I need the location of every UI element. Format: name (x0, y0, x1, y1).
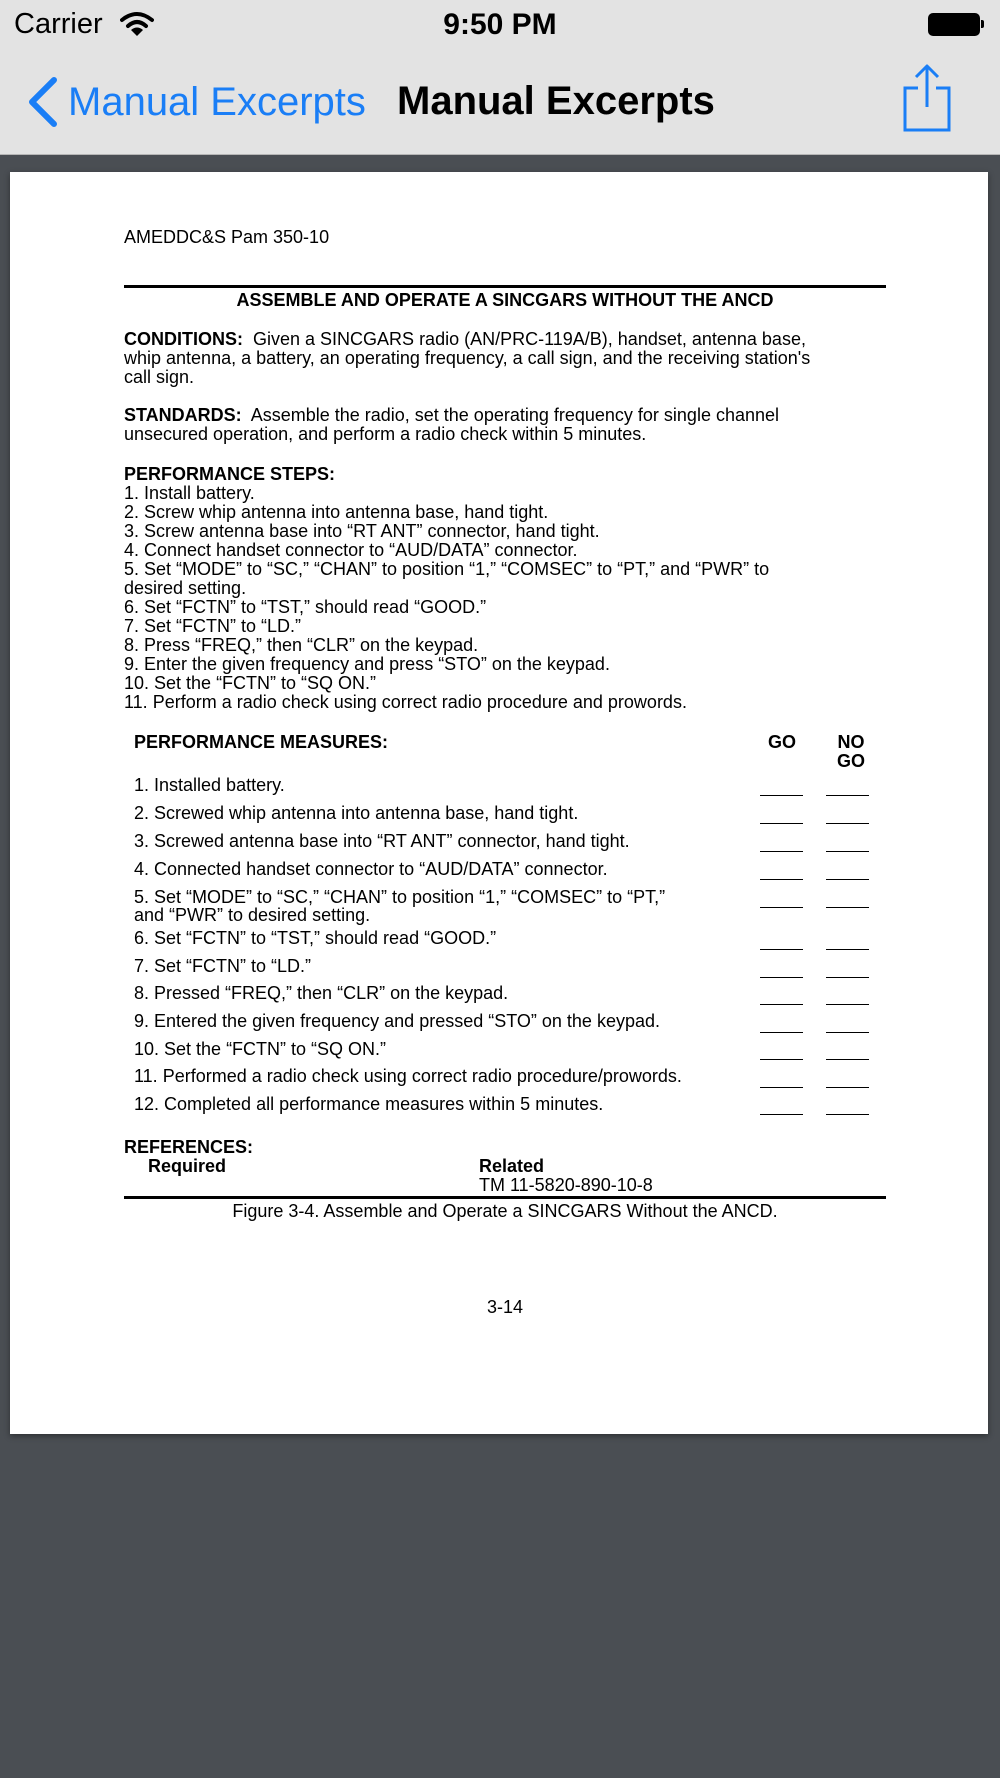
answer-blank (760, 977, 803, 978)
answer-blank (826, 1032, 869, 1033)
answer-blank (826, 1004, 869, 1005)
carrier-label: Carrier (14, 8, 103, 40)
back-button[interactable] (26, 74, 366, 130)
answer-blank (826, 1059, 869, 1060)
conditions-line: call sign. (124, 367, 195, 387)
required-label: Required (148, 1156, 227, 1176)
table-row: 8. Pressed “FREQ,” then “CLR” on the keypad. (134, 983, 509, 1003)
table-row: 2. Screwed whip antenna into antenna base, hand tight. (134, 803, 579, 823)
table-row: 10. Set the “FCTN” to “SQ ON.” (134, 1039, 387, 1059)
standards-line: Assemble the radio, set the operating frequency for single channel (250, 405, 780, 425)
answer-blank (760, 823, 803, 824)
list-item: 5. Set “MODE” to “SC,” “CHAN” to position “1,” “COMSEC” to “PT,” and “PWR” to (124, 559, 770, 579)
chevron-left-icon (26, 76, 60, 128)
table-row: 1. Installed battery. (134, 775, 285, 795)
answer-blank (826, 949, 869, 950)
conditions-paragraph (124, 330, 886, 387)
document-page[interactable] (10, 172, 988, 1434)
bottom-rule (124, 1196, 886, 1199)
list-item: desired setting. (124, 578, 247, 598)
steps-label: PERFORMANCE STEPS: (124, 464, 336, 484)
references-label: REFERENCES: (124, 1137, 254, 1157)
page-title: Manual Excerpts (397, 79, 715, 123)
table-row: 6. Set “FCTN” to “TST,” should read “GOOD.” (134, 928, 497, 948)
page-number: 3-14 (486, 1297, 524, 1317)
conditions-label: CONDITIONS: (124, 329, 243, 349)
answer-blank (760, 1004, 803, 1005)
list-item: 3. Screw antenna base into “RT ANT” connector, hand tight. (124, 521, 600, 541)
answer-blank (760, 1059, 803, 1060)
navigation-bar (0, 50, 1000, 155)
table-row: 9. Entered the given frequency and pressed “STO” on the keypad. (134, 1011, 660, 1031)
answer-blank (760, 1087, 803, 1088)
answer-blank (760, 907, 803, 908)
list-item: 1. Install battery. (124, 483, 255, 503)
list-item: 4. Connect handset connector to “AUD/DATA” connector. (124, 540, 578, 560)
answer-blank (760, 851, 803, 852)
steps-list (124, 484, 886, 712)
list-item: 8. Press “FREQ,” then “CLR” on the keypad. (124, 635, 479, 655)
standards-paragraph (124, 406, 886, 444)
battery-icon (928, 13, 984, 36)
related-reference: TM 11-5820-890-10-8 (479, 1175, 653, 1195)
document-title: ASSEMBLE AND OPERATE A SINCGARS WITHOUT THE ANCD (236, 290, 774, 310)
table-row: 7. Set “FCTN” to “LD.” (134, 956, 312, 976)
list-item: 9. Enter the given frequency and press “STO” on the keypad. (124, 654, 610, 674)
standards-line: unsecured operation, and perform a radio check within 5 minutes. (124, 424, 647, 444)
table-row: 12. Completed all performance measures within 5 minutes. (134, 1094, 604, 1114)
list-item: 11. Perform a radio check using correct radio procedure and prowords. (124, 692, 687, 712)
clock: 9:50 PM (443, 8, 557, 41)
status-bar (0, 0, 1000, 50)
answer-blank (826, 851, 869, 852)
answer-blank (826, 879, 869, 880)
list-item: 6. Set “FCTN” to “TST,” should read “GOOD.” (124, 597, 487, 617)
table-row: 3. Screwed antenna base into “RT ANT” connector, hand tight. (134, 831, 630, 851)
answer-blank (760, 1032, 803, 1033)
table-row: and “PWR” to desired setting. (134, 905, 371, 925)
pamphlet-id: AMEDDC&S Pam 350-10 (124, 227, 330, 247)
standards-label: STANDARDS: (124, 405, 242, 425)
answer-blank (826, 907, 869, 908)
top-rule (124, 285, 886, 288)
table-row: 5. Set “MODE” to “SC,” “CHAN” to position “1,” “COMSEC” to “PT,” (134, 887, 666, 907)
table-row: 4. Connected handset connector to “AUD/DATA” connector. (134, 859, 608, 879)
table-row: 11. Performed a radio check using correct radio procedure/prowords. (134, 1066, 682, 1086)
go-column-header: GO (768, 732, 797, 752)
answer-blank (826, 823, 869, 824)
measures-label: PERFORMANCE MEASURES: (134, 732, 389, 752)
figure-caption: Figure 3-4. Assemble and Operate a SINCGARS Without the ANCD. (232, 1201, 778, 1221)
answer-blank (826, 1114, 869, 1115)
answer-blank (760, 879, 803, 880)
answer-blank (826, 795, 869, 796)
back-button-label: Manual Excerpts (68, 79, 366, 124)
related-label: Related (479, 1156, 545, 1176)
list-item: 7. Set “FCTN” to “LD.” (124, 616, 302, 636)
answer-blank (826, 977, 869, 978)
answer-blank (760, 1114, 803, 1115)
answer-blank (760, 949, 803, 950)
share-icon[interactable] (902, 63, 952, 133)
list-item: 2. Screw whip antenna into antenna base, hand tight. (124, 502, 549, 522)
conditions-line: whip antenna, a battery, an operating frequency, a call sign, and the receiving station's (124, 348, 811, 368)
answer-blank (826, 1087, 869, 1088)
list-item: 10. Set the “FCTN” to “SQ ON.” (124, 673, 377, 693)
answer-blank (760, 795, 803, 796)
no-go-column-header: NO GO (836, 732, 865, 771)
conditions-line: Given a SINCGARS radio (AN/PRC-119A/B), handset, antenna base, (253, 329, 806, 349)
